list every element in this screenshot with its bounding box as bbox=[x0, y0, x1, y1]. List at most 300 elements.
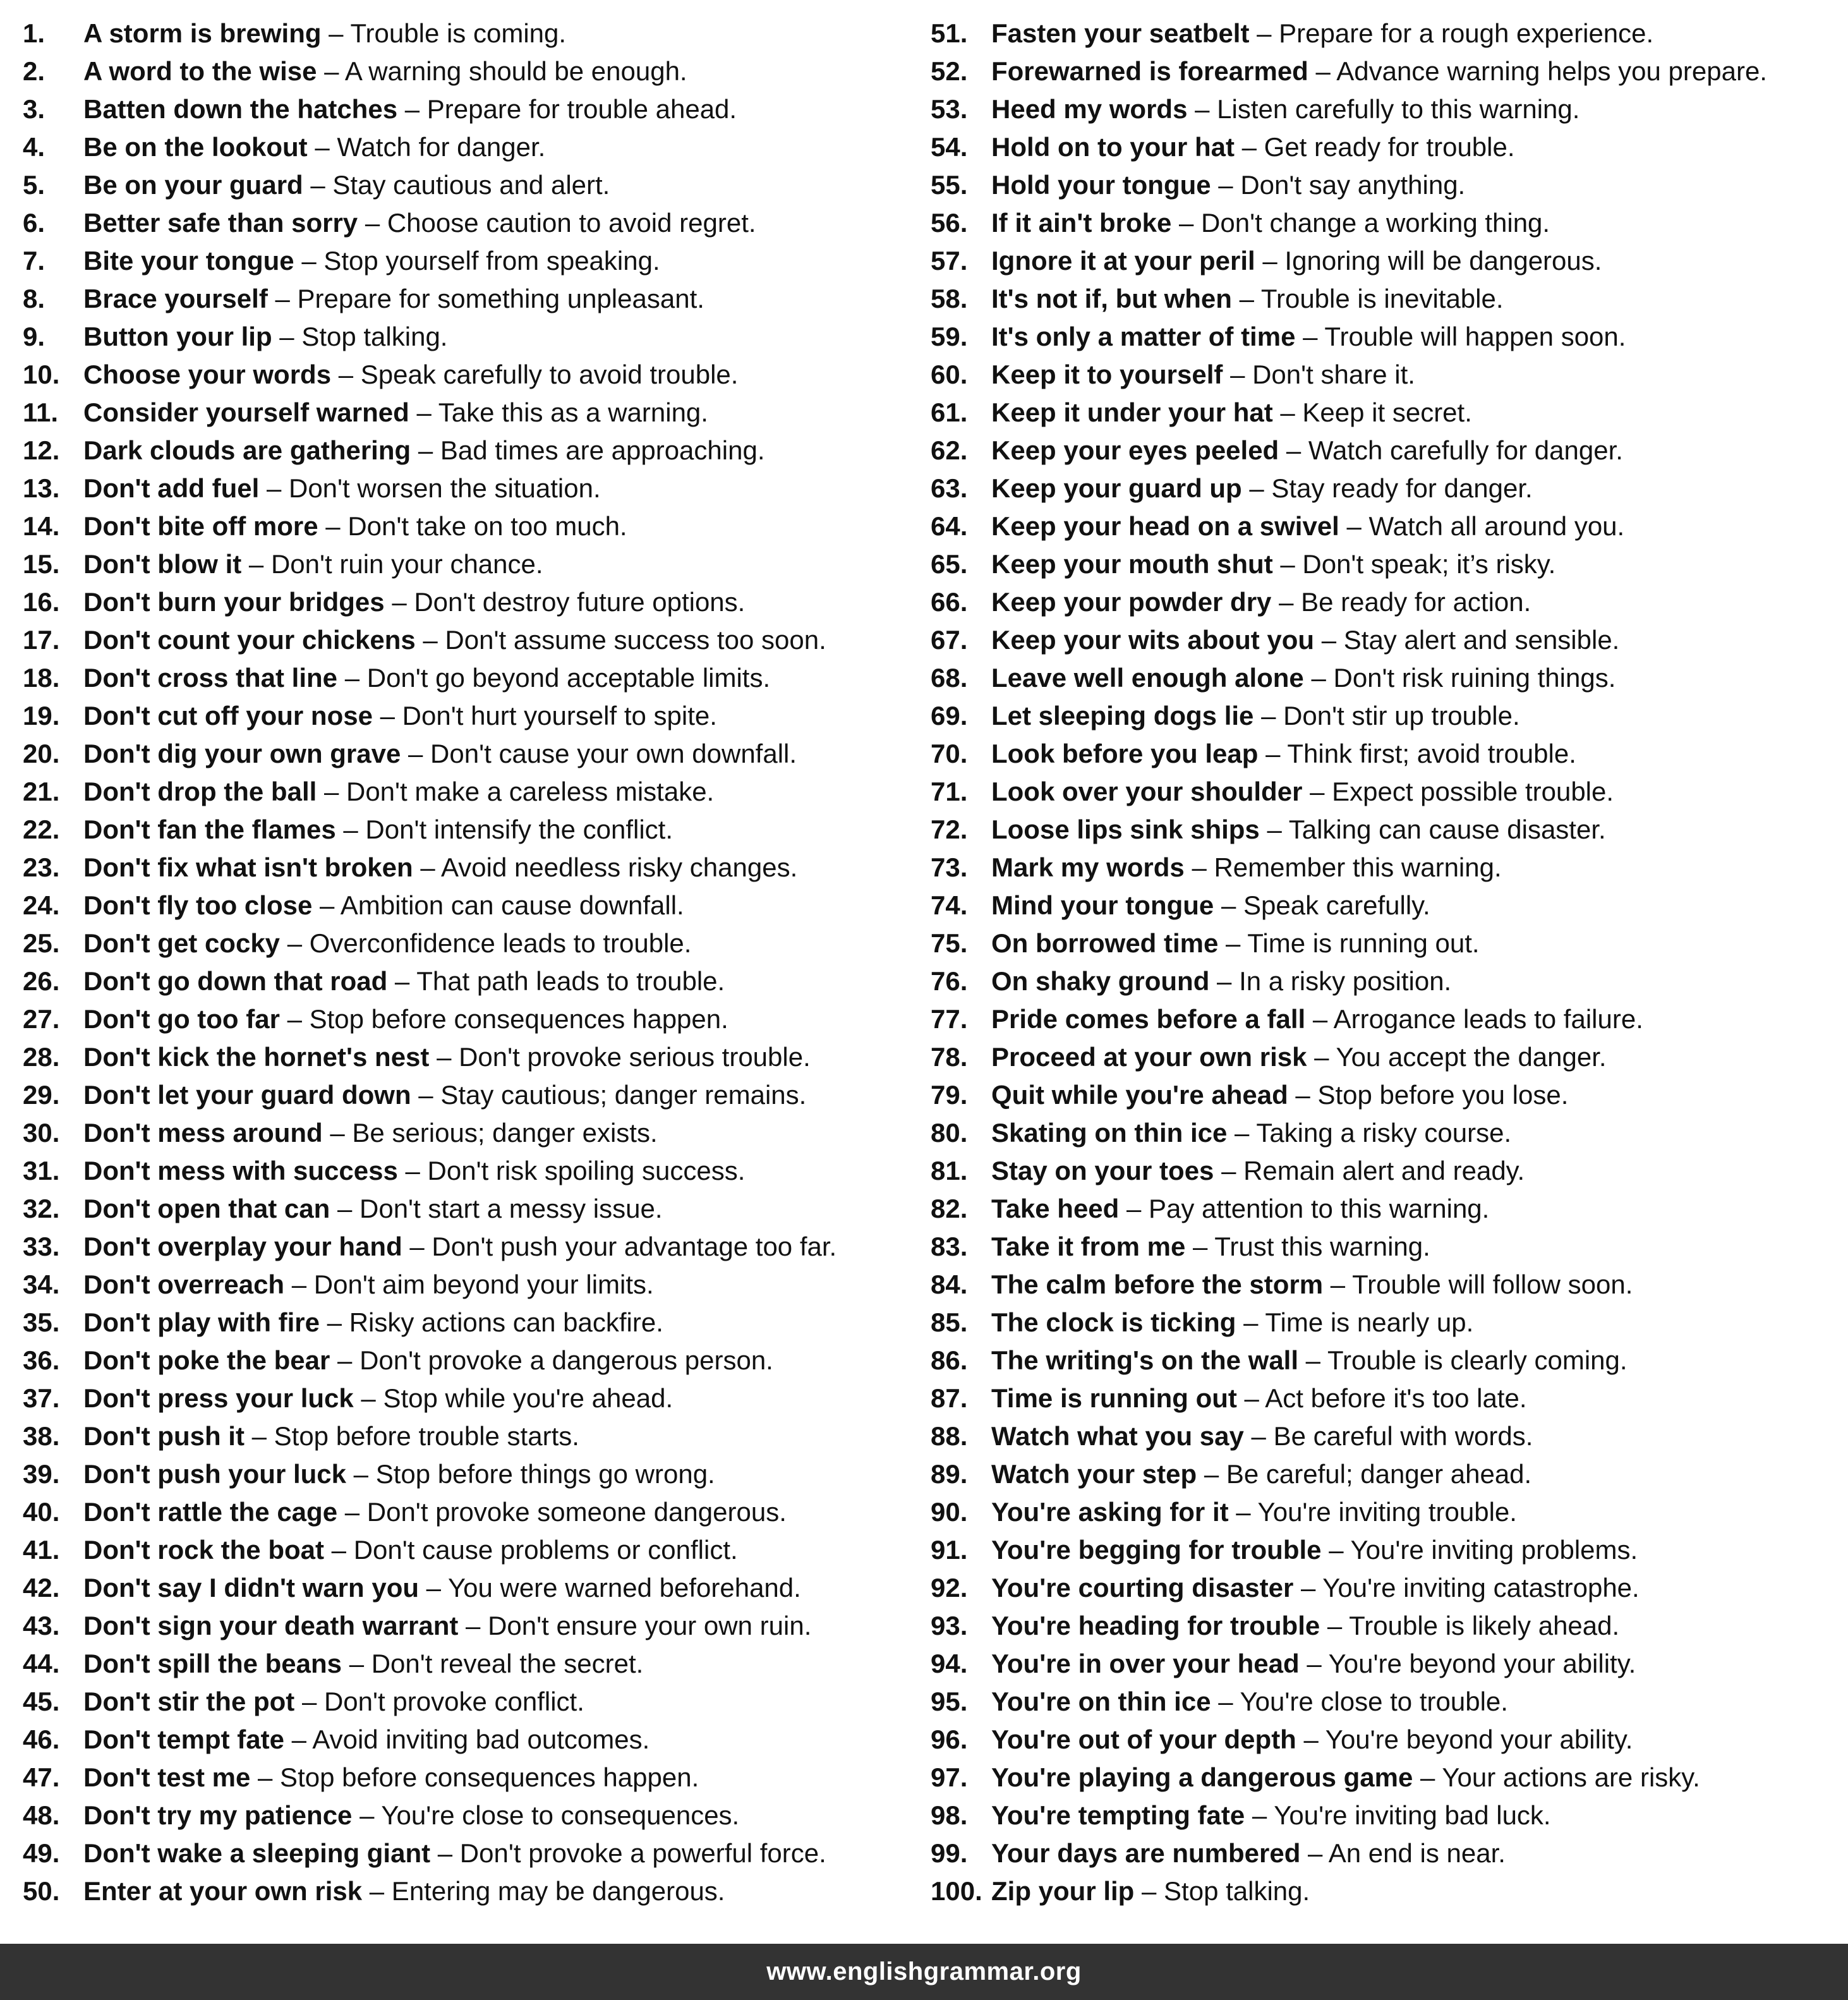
item-meaning: – Don't say anything. bbox=[1211, 170, 1466, 200]
item-meaning: – Remember this warning. bbox=[1184, 852, 1502, 882]
item-text bbox=[83, 849, 797, 887]
list-item bbox=[931, 1190, 1840, 1228]
item-phrase: Brace yourself bbox=[83, 284, 268, 313]
item-text bbox=[991, 15, 1653, 52]
item-meaning: – Stop talking. bbox=[272, 322, 448, 351]
item-meaning: – Don't aim beyond your limits. bbox=[284, 1270, 654, 1299]
item-phrase: Don't push your luck bbox=[83, 1459, 347, 1489]
item-meaning: – Stop before things go wrong. bbox=[346, 1459, 715, 1489]
item-meaning: – Taking a risky course. bbox=[1227, 1118, 1512, 1148]
list-item bbox=[931, 735, 1840, 773]
item-text bbox=[991, 52, 1767, 90]
item-number: 63. bbox=[931, 473, 968, 503]
phrase-column-right bbox=[931, 15, 1840, 1910]
item-number: 76. bbox=[931, 966, 968, 996]
list-item bbox=[23, 773, 907, 811]
item-meaning: – Choose caution to avoid regret. bbox=[358, 208, 756, 238]
item-number: 49. bbox=[23, 1838, 60, 1868]
item-meaning: – Listen carefully to this warning. bbox=[1187, 94, 1580, 124]
item-text bbox=[83, 470, 601, 507]
item-number: 71. bbox=[931, 777, 968, 806]
item-meaning: – Advance warning helps you prepare. bbox=[1308, 56, 1767, 86]
item-number: 53. bbox=[931, 94, 968, 124]
list-item bbox=[931, 1038, 1840, 1076]
list-item bbox=[931, 1569, 1840, 1607]
item-number: 86. bbox=[931, 1345, 968, 1375]
item-phrase: Don't press your luck bbox=[83, 1383, 354, 1413]
item-text bbox=[991, 356, 1415, 394]
item-phrase: Choose your words bbox=[83, 360, 332, 389]
item-text bbox=[83, 811, 673, 849]
item-phrase: Don't test me bbox=[83, 1762, 251, 1792]
item-number: 67. bbox=[931, 625, 968, 655]
item-text bbox=[83, 1683, 584, 1721]
item-phrase: Keep your wits about you bbox=[991, 625, 1315, 655]
item-phrase: Don't wake a sleeping giant bbox=[83, 1838, 431, 1868]
item-number: 20. bbox=[23, 739, 60, 768]
item-meaning: – Talking can cause disaster. bbox=[1259, 815, 1606, 844]
item-phrase: Don't cut off your nose bbox=[83, 701, 373, 730]
list-item bbox=[931, 924, 1840, 962]
item-phrase: Don't go down that road bbox=[83, 966, 388, 996]
list-item bbox=[23, 166, 907, 204]
list-item bbox=[23, 1190, 907, 1228]
item-number: 44. bbox=[23, 1649, 60, 1678]
item-number: 10. bbox=[23, 360, 60, 389]
item-meaning: – Don't provoke conflict. bbox=[294, 1687, 584, 1716]
item-number: 11. bbox=[23, 397, 59, 427]
list-item bbox=[931, 811, 1840, 849]
item-text bbox=[991, 90, 1579, 128]
item-meaning: – Stay alert and sensible. bbox=[1314, 625, 1620, 655]
list-item bbox=[931, 1076, 1840, 1114]
list-item bbox=[23, 1228, 907, 1266]
list-item bbox=[931, 1228, 1840, 1266]
list-item bbox=[23, 811, 907, 849]
item-meaning: – Don't destroy future options. bbox=[384, 587, 746, 617]
item-number: 38. bbox=[23, 1421, 60, 1451]
item-number: 33. bbox=[23, 1232, 60, 1261]
item-number: 52. bbox=[931, 56, 968, 86]
item-number: 94. bbox=[931, 1649, 968, 1678]
item-number: 30. bbox=[23, 1118, 60, 1148]
item-number: 17. bbox=[23, 625, 60, 655]
item-text bbox=[83, 1000, 728, 1038]
item-text bbox=[991, 432, 1623, 470]
item-meaning: – Don't risk ruining things. bbox=[1303, 663, 1616, 693]
item-phrase: Batten down the hatches bbox=[83, 94, 398, 124]
item-text bbox=[991, 1342, 1628, 1379]
item-number: 79. bbox=[931, 1080, 968, 1110]
item-phrase: On borrowed time bbox=[991, 928, 1219, 958]
item-text bbox=[991, 849, 1502, 887]
item-meaning: – You're inviting bad luck. bbox=[1245, 1800, 1551, 1830]
item-text bbox=[83, 394, 708, 432]
item-phrase: It's not if, but when bbox=[991, 284, 1232, 313]
item-meaning: – Trust this warning. bbox=[1185, 1232, 1430, 1261]
item-meaning: – Don't ensure your own ruin. bbox=[458, 1611, 812, 1640]
item-phrase: You're in over your head bbox=[991, 1649, 1300, 1678]
list-item bbox=[23, 1114, 907, 1152]
item-meaning: – Pay attention to this warning. bbox=[1119, 1194, 1490, 1223]
item-text bbox=[83, 887, 684, 924]
item-number: 16. bbox=[23, 587, 60, 617]
item-number: 42. bbox=[23, 1573, 60, 1603]
list-item bbox=[931, 280, 1840, 318]
list-item bbox=[931, 470, 1840, 507]
item-meaning: – Act before it's too late. bbox=[1236, 1383, 1527, 1413]
item-number: 47. bbox=[23, 1762, 60, 1792]
footer-bar bbox=[0, 1944, 1848, 2000]
item-text bbox=[83, 1076, 806, 1114]
list-item bbox=[931, 1304, 1840, 1342]
item-phrase: Don't rock the boat bbox=[83, 1535, 324, 1565]
item-phrase: Watch what you say bbox=[991, 1421, 1244, 1451]
item-number: 40. bbox=[23, 1497, 60, 1527]
item-meaning: – Prepare for a rough experience. bbox=[1249, 18, 1654, 48]
item-text bbox=[991, 545, 1555, 583]
item-phrase: Don't burn your bridges bbox=[83, 587, 385, 617]
item-meaning: – Watch for danger. bbox=[307, 132, 546, 162]
item-phrase: It's only a matter of time bbox=[991, 322, 1296, 351]
item-phrase: The writing's on the wall bbox=[991, 1345, 1299, 1375]
item-meaning: – You're inviting catastrophe. bbox=[1293, 1573, 1640, 1603]
item-meaning: – Prepare for trouble ahead. bbox=[397, 94, 737, 124]
item-phrase: Don't get cocky bbox=[83, 928, 281, 958]
item-meaning: – Stay ready for danger. bbox=[1241, 473, 1533, 503]
list-item bbox=[931, 1607, 1840, 1645]
item-meaning: – Don't ruin your chance. bbox=[241, 549, 543, 579]
item-meaning: – Speak carefully. bbox=[1214, 890, 1430, 920]
item-meaning: – Don't share it. bbox=[1223, 360, 1415, 389]
item-phrase: If it ain't broke bbox=[991, 208, 1172, 238]
item-text bbox=[991, 394, 1472, 432]
item-text bbox=[991, 1000, 1643, 1038]
item-text bbox=[83, 1228, 836, 1266]
item-text bbox=[83, 924, 691, 962]
item-number: 68. bbox=[931, 663, 968, 693]
list-item bbox=[931, 621, 1840, 659]
item-number: 8. bbox=[23, 284, 45, 313]
item-text bbox=[83, 1645, 643, 1683]
list-item bbox=[931, 1266, 1840, 1304]
list-item bbox=[931, 52, 1840, 90]
item-meaning: – A warning should be enough. bbox=[317, 56, 687, 86]
item-number: 98. bbox=[931, 1800, 968, 1830]
item-number: 96. bbox=[931, 1724, 968, 1754]
item-phrase: Keep your eyes peeled bbox=[991, 435, 1279, 465]
list-item bbox=[931, 166, 1840, 204]
footer-website-link[interactable]: www.englishgrammar.org bbox=[766, 1958, 1082, 1985]
item-text bbox=[991, 621, 1619, 659]
item-text bbox=[991, 735, 1576, 773]
item-text bbox=[991, 242, 1602, 280]
item-text bbox=[991, 1152, 1525, 1190]
item-meaning: – Watch all around you. bbox=[1339, 511, 1625, 541]
item-text bbox=[83, 773, 714, 811]
item-phrase: Consider yourself warned bbox=[83, 397, 409, 427]
item-text bbox=[83, 52, 687, 90]
item-meaning: – Be serious; danger exists. bbox=[322, 1118, 658, 1148]
item-text bbox=[83, 1266, 654, 1304]
list-item bbox=[23, 15, 907, 52]
item-meaning: – Don't provoke a dangerous person. bbox=[330, 1345, 773, 1375]
item-phrase: Your days are numbered bbox=[991, 1838, 1301, 1868]
item-phrase: Take heed bbox=[991, 1194, 1120, 1223]
item-meaning: – Think first; avoid trouble. bbox=[1258, 739, 1576, 768]
item-number: 58. bbox=[931, 284, 968, 313]
item-text bbox=[83, 507, 627, 545]
list-item bbox=[23, 1834, 907, 1872]
item-number: 91. bbox=[931, 1535, 968, 1565]
item-phrase: Skating on thin ice bbox=[991, 1118, 1228, 1148]
list-item bbox=[931, 1683, 1840, 1721]
list-item bbox=[23, 1038, 907, 1076]
item-number: 69. bbox=[931, 701, 968, 730]
item-phrase: Let sleeping dogs lie bbox=[991, 701, 1254, 730]
list-item bbox=[931, 432, 1840, 470]
item-phrase: Keep your guard up bbox=[991, 473, 1242, 503]
item-phrase: Enter at your own risk bbox=[83, 1876, 363, 1906]
list-item bbox=[23, 90, 907, 128]
item-meaning: – Don't make a careless mistake. bbox=[317, 777, 715, 806]
item-phrase: Don't overreach bbox=[83, 1270, 285, 1299]
list-item bbox=[23, 1417, 907, 1455]
list-item bbox=[23, 280, 907, 318]
item-phrase: Don't bite off more bbox=[83, 511, 318, 541]
list-item bbox=[23, 394, 907, 432]
item-meaning: – An end is near. bbox=[1300, 1838, 1506, 1868]
item-text bbox=[83, 1569, 801, 1607]
item-meaning: – Don't cause problems or conflict. bbox=[324, 1535, 738, 1565]
item-number: 78. bbox=[931, 1042, 968, 1072]
item-text bbox=[991, 1759, 1700, 1797]
list-item bbox=[931, 962, 1840, 1000]
list-item bbox=[23, 735, 907, 773]
item-number: 23. bbox=[23, 852, 60, 882]
item-meaning: – Stop yourself from speaking. bbox=[294, 246, 660, 276]
item-text bbox=[991, 1038, 1607, 1076]
item-number: 51. bbox=[931, 18, 968, 48]
item-text bbox=[83, 1759, 699, 1797]
item-text bbox=[83, 735, 797, 773]
item-meaning: – Don't take on too much. bbox=[318, 511, 627, 541]
item-text bbox=[991, 773, 1614, 811]
item-phrase: You're courting disaster bbox=[991, 1573, 1294, 1603]
item-phrase: Don't mess around bbox=[83, 1118, 323, 1148]
item-text bbox=[991, 318, 1626, 356]
item-number: 18. bbox=[23, 663, 60, 693]
item-text bbox=[83, 1721, 649, 1759]
list-item bbox=[23, 621, 907, 659]
item-meaning: – Ambition can cause downfall. bbox=[312, 890, 684, 920]
item-number: 84. bbox=[931, 1270, 968, 1299]
item-text bbox=[83, 432, 765, 470]
list-item bbox=[23, 1455, 907, 1493]
item-number: 5. bbox=[23, 170, 45, 200]
item-number: 14. bbox=[23, 511, 60, 541]
item-meaning: – Time is nearly up. bbox=[1236, 1307, 1474, 1337]
item-phrase: A word to the wise bbox=[83, 56, 317, 86]
item-number: 36. bbox=[23, 1345, 60, 1375]
item-number: 24. bbox=[23, 890, 60, 920]
item-text bbox=[83, 1190, 663, 1228]
item-meaning: – You're beyond your ability. bbox=[1296, 1724, 1633, 1754]
item-phrase: Don't push it bbox=[83, 1421, 245, 1451]
item-phrase: Be on the lookout bbox=[83, 132, 308, 162]
item-phrase: Keep your head on a swivel bbox=[991, 511, 1339, 541]
item-number: 70. bbox=[931, 739, 968, 768]
item-number: 19. bbox=[23, 701, 60, 730]
item-meaning: – Be careful with words. bbox=[1243, 1421, 1533, 1451]
item-meaning: – Be ready for action. bbox=[1271, 587, 1531, 617]
item-phrase: Don't count your chickens bbox=[83, 625, 416, 655]
item-phrase: Don't play with fire bbox=[83, 1307, 320, 1337]
item-phrase: Keep your powder dry bbox=[991, 587, 1272, 617]
list-item bbox=[931, 15, 1840, 52]
item-number: 39. bbox=[23, 1459, 60, 1489]
item-meaning: – Don't provoke someone dangerous. bbox=[337, 1497, 787, 1527]
list-item bbox=[931, 697, 1840, 735]
item-phrase: Take it from me bbox=[991, 1232, 1186, 1261]
item-meaning: – Trouble is coming. bbox=[321, 18, 567, 48]
item-number: 82. bbox=[931, 1194, 968, 1223]
list-item bbox=[23, 1872, 907, 1910]
list-item bbox=[931, 583, 1840, 621]
item-phrase: Don't drop the ball bbox=[83, 777, 317, 806]
item-number: 46. bbox=[23, 1724, 60, 1754]
item-number: 50. bbox=[23, 1876, 60, 1906]
item-text bbox=[991, 1493, 1517, 1531]
item-number: 29. bbox=[23, 1080, 60, 1110]
item-phrase: Proceed at your own risk bbox=[991, 1042, 1307, 1072]
item-phrase: Don't say I didn't warn you bbox=[83, 1573, 420, 1603]
item-number: 61. bbox=[931, 397, 968, 427]
item-text bbox=[83, 621, 826, 659]
list-item bbox=[931, 128, 1840, 166]
item-phrase: Don't overplay your hand bbox=[83, 1232, 402, 1261]
item-meaning: – That path leads to trouble. bbox=[387, 966, 725, 996]
item-meaning: – Stop before consequences happen. bbox=[250, 1762, 699, 1792]
item-meaning: – You're inviting trouble. bbox=[1228, 1497, 1517, 1527]
item-text bbox=[991, 470, 1533, 507]
item-text bbox=[991, 1721, 1633, 1759]
item-phrase: Don't fly too close bbox=[83, 890, 313, 920]
list-item bbox=[931, 507, 1840, 545]
list-item bbox=[931, 659, 1840, 697]
item-meaning: – Your actions are risky. bbox=[1413, 1762, 1700, 1792]
list-item bbox=[931, 242, 1840, 280]
item-meaning: – You were warned beforehand. bbox=[419, 1573, 801, 1603]
item-number: 65. bbox=[931, 549, 968, 579]
item-number: 83. bbox=[931, 1232, 968, 1261]
item-phrase: Look over your shoulder bbox=[991, 777, 1303, 806]
list-item bbox=[931, 773, 1840, 811]
item-phrase: Don't stir the pot bbox=[83, 1687, 295, 1716]
list-item bbox=[931, 1493, 1840, 1531]
item-phrase: Hold on to your hat bbox=[991, 132, 1235, 162]
item-meaning: – Don't push your advantage too far. bbox=[402, 1232, 837, 1261]
item-phrase: Keep it to yourself bbox=[991, 360, 1223, 389]
item-phrase: Look before you leap bbox=[991, 739, 1259, 768]
item-text bbox=[991, 659, 1615, 697]
item-phrase: Quit while you're ahead bbox=[991, 1080, 1288, 1110]
item-meaning: – Time is running out. bbox=[1218, 928, 1480, 958]
item-number: 54. bbox=[931, 132, 968, 162]
item-number: 55. bbox=[931, 170, 968, 200]
item-phrase: Don't spill the beans bbox=[83, 1649, 342, 1678]
item-text bbox=[991, 887, 1430, 924]
item-phrase: Heed my words bbox=[991, 94, 1188, 124]
list-item bbox=[23, 545, 907, 583]
item-meaning: – In a risky position. bbox=[1209, 966, 1452, 996]
list-item bbox=[931, 1834, 1840, 1872]
item-text bbox=[991, 1797, 1551, 1834]
item-meaning: – Don't assume success too soon. bbox=[415, 625, 826, 655]
item-meaning: – Don't provoke a powerful force. bbox=[430, 1838, 826, 1868]
item-text bbox=[991, 1266, 1633, 1304]
item-text bbox=[991, 1114, 1511, 1152]
list-item bbox=[23, 1607, 907, 1645]
item-text bbox=[991, 811, 1606, 849]
item-meaning: – Keep it secret. bbox=[1272, 397, 1472, 427]
item-meaning: – Overconfidence leads to trouble. bbox=[280, 928, 692, 958]
item-phrase: Don't tempt fate bbox=[83, 1724, 284, 1754]
list-item bbox=[931, 1342, 1840, 1379]
item-number: 90. bbox=[931, 1497, 968, 1527]
item-text bbox=[83, 15, 566, 52]
item-phrase: Don't fan the flames bbox=[83, 815, 336, 844]
item-phrase: Time is running out bbox=[991, 1383, 1237, 1413]
item-text bbox=[991, 583, 1531, 621]
list-item bbox=[23, 52, 907, 90]
item-meaning: – Risky actions can backfire. bbox=[320, 1307, 663, 1337]
item-text bbox=[991, 1683, 1508, 1721]
item-text bbox=[83, 1038, 811, 1076]
item-number: 57. bbox=[931, 246, 968, 276]
list-item bbox=[23, 1683, 907, 1721]
item-number: 93. bbox=[931, 1611, 968, 1640]
item-meaning: – Avoid needless risky changes. bbox=[413, 852, 798, 882]
item-text bbox=[83, 356, 738, 394]
item-meaning: – Don't go beyond acceptable limits. bbox=[337, 663, 771, 693]
item-phrase: On shaky ground bbox=[991, 966, 1210, 996]
item-number: 88. bbox=[931, 1421, 968, 1451]
item-meaning: – Ignoring will be dangerous. bbox=[1255, 246, 1602, 276]
item-phrase: Keep your mouth shut bbox=[991, 549, 1273, 579]
item-text bbox=[991, 1607, 1619, 1645]
item-number: 26. bbox=[23, 966, 60, 996]
item-phrase: Leave well enough alone bbox=[991, 663, 1304, 693]
item-number: 62. bbox=[931, 435, 968, 465]
item-number: 12. bbox=[23, 435, 60, 465]
item-phrase: Zip your lip bbox=[991, 1876, 1135, 1906]
item-text bbox=[83, 1607, 811, 1645]
item-phrase: Dark clouds are gathering bbox=[83, 435, 411, 465]
item-meaning: – Expect possible trouble. bbox=[1302, 777, 1614, 806]
item-phrase: Don't add fuel bbox=[83, 473, 260, 503]
item-number: 15. bbox=[23, 549, 60, 579]
list-item bbox=[931, 545, 1840, 583]
list-item bbox=[23, 1342, 907, 1379]
item-number: 80. bbox=[931, 1118, 968, 1148]
item-meaning: – Trouble will follow soon. bbox=[1323, 1270, 1633, 1299]
list-item bbox=[23, 318, 907, 356]
list-item bbox=[23, 962, 907, 1000]
item-phrase: Don't dig your own grave bbox=[83, 739, 401, 768]
item-text bbox=[991, 1417, 1533, 1455]
list-item bbox=[931, 1721, 1840, 1759]
